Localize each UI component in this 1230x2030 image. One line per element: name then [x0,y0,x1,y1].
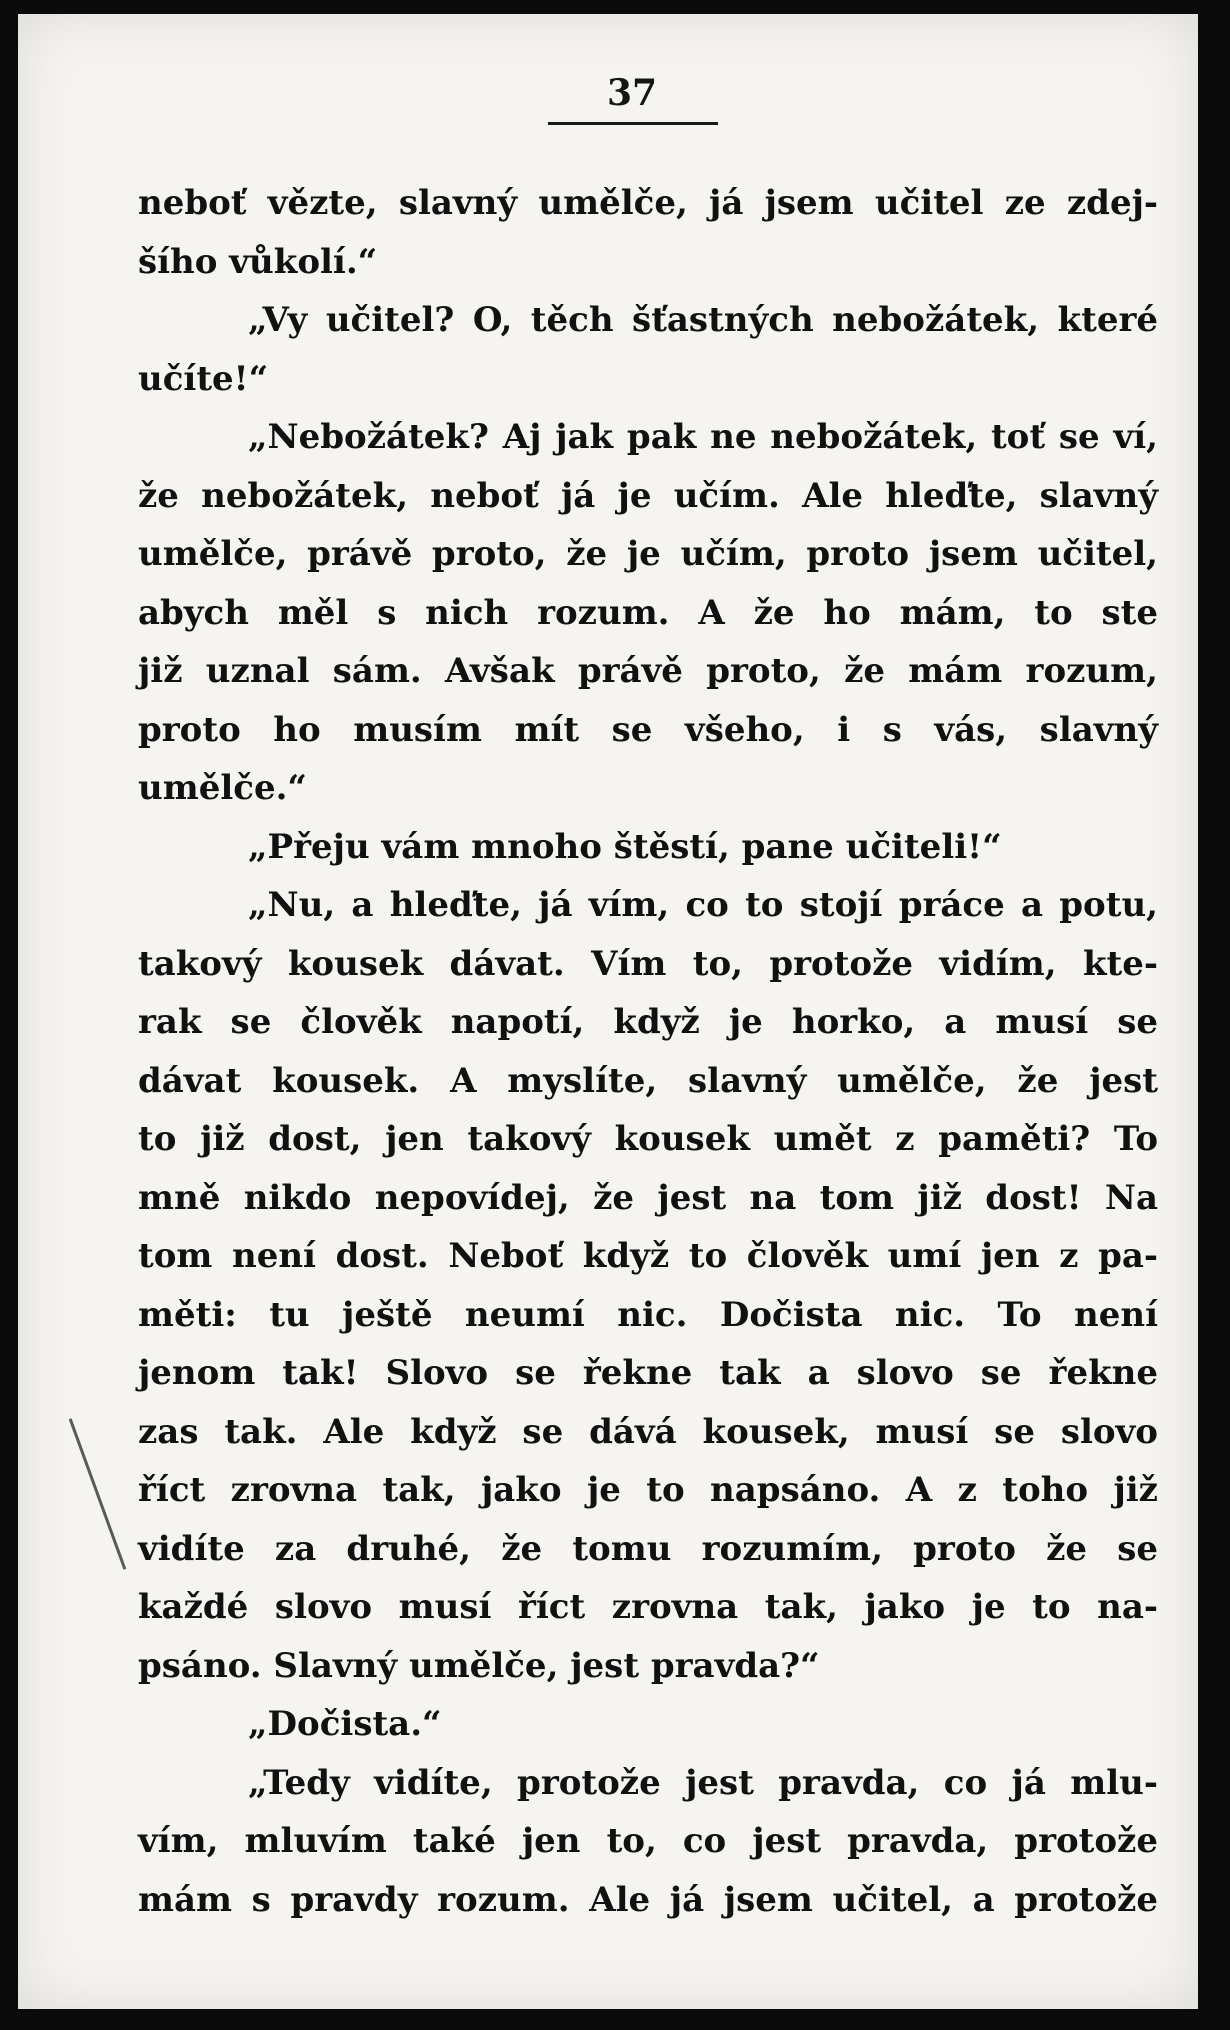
text-line: vidíte za druhé, že tomu rozumím, proto že se [138,1528,1158,1569]
text-line: vím, mluvím také jen to, co jest pravda, protože [138,1821,1158,1861]
book-page [18,14,1198,2009]
text-line: jenom tak! Slovo se řekne tak a slovo se řekne [138,1353,1158,1393]
text-line: učíte!“ [138,358,269,399]
text-line: „Přeju vám mnoho štěstí, pane učiteli!“ [248,826,1002,867]
text-line: neboť vězte, slavný umělče, já jsem učitel ze zdej- [138,183,1158,223]
text-line: říct zrovna tak, jako je to napsáno. A z toho již [138,1470,1158,1510]
text-line: psáno. Slavný umělče, jest pravda?“ [138,1645,820,1686]
page-header [18,72,1198,114]
header-rule [548,122,718,125]
text-line: tom není dost. Neboť když to člověk umí jen z pa- [138,1236,1158,1276]
text-line: že nebožátek, neboť já je učím. Ale hleďte, slavný [138,475,1158,516]
text-line: „Nebožátek? Aj jak pak ne nebožátek, toť se ví, [248,417,1158,457]
text-line: proto ho musím mít se všeho, i s vás, slavný [138,709,1158,750]
binding-mark [69,1418,127,1569]
text-line: umělče, právě proto, že je učím, proto jsem učitel, [138,534,1158,574]
text-line: „Vy učitel? O, těch šťastných nebožátek, které [248,300,1158,340]
text-line: rak se člověk napotí, když je horko, a musí se [138,1002,1158,1042]
text-line: šího vůkolí.“ [138,241,378,282]
text-line: každé slovo musí říct zrovna tak, jako je to na- [138,1587,1158,1627]
text-line: abych měl s nich rozum. A že ho mám, to ste [138,592,1158,633]
text-line: měti: tu ještě neumí nic. Dočista nic. To není [138,1294,1158,1335]
text-body [138,174,1158,1929]
text-line: „Dočista.“ [248,1704,442,1744]
text-line: dávat kousek. A myslíte, slavný umělče, že jest [138,1060,1158,1101]
text-line: „Nu, a hleďte, já vím, co to stojí práce a potu, [248,885,1158,925]
text-line: zas tak. Ale když se dává kousek, musí se slovo [138,1411,1158,1452]
text-line: „Tedy vidíte, protože jest pravda, co já mlu- [248,1762,1158,1803]
text-line: umělče.“ [138,768,307,808]
text-line: mně nikdo nepovídej, že jest na tom již dost! Na [138,1177,1158,1218]
text-line: již uznal sám. Avšak právě proto, že mám rozum, [138,651,1158,691]
text-line: mám s pravdy rozum. Ale já jsem učitel, a protože [138,1879,1158,1920]
text-line: takový kousek dávat. Vím to, protože vidím, kte- [138,943,1158,984]
page-number: 37 [606,72,658,114]
text-line: to již dost, jen takový kousek umět z paměti? To [138,1119,1158,1159]
